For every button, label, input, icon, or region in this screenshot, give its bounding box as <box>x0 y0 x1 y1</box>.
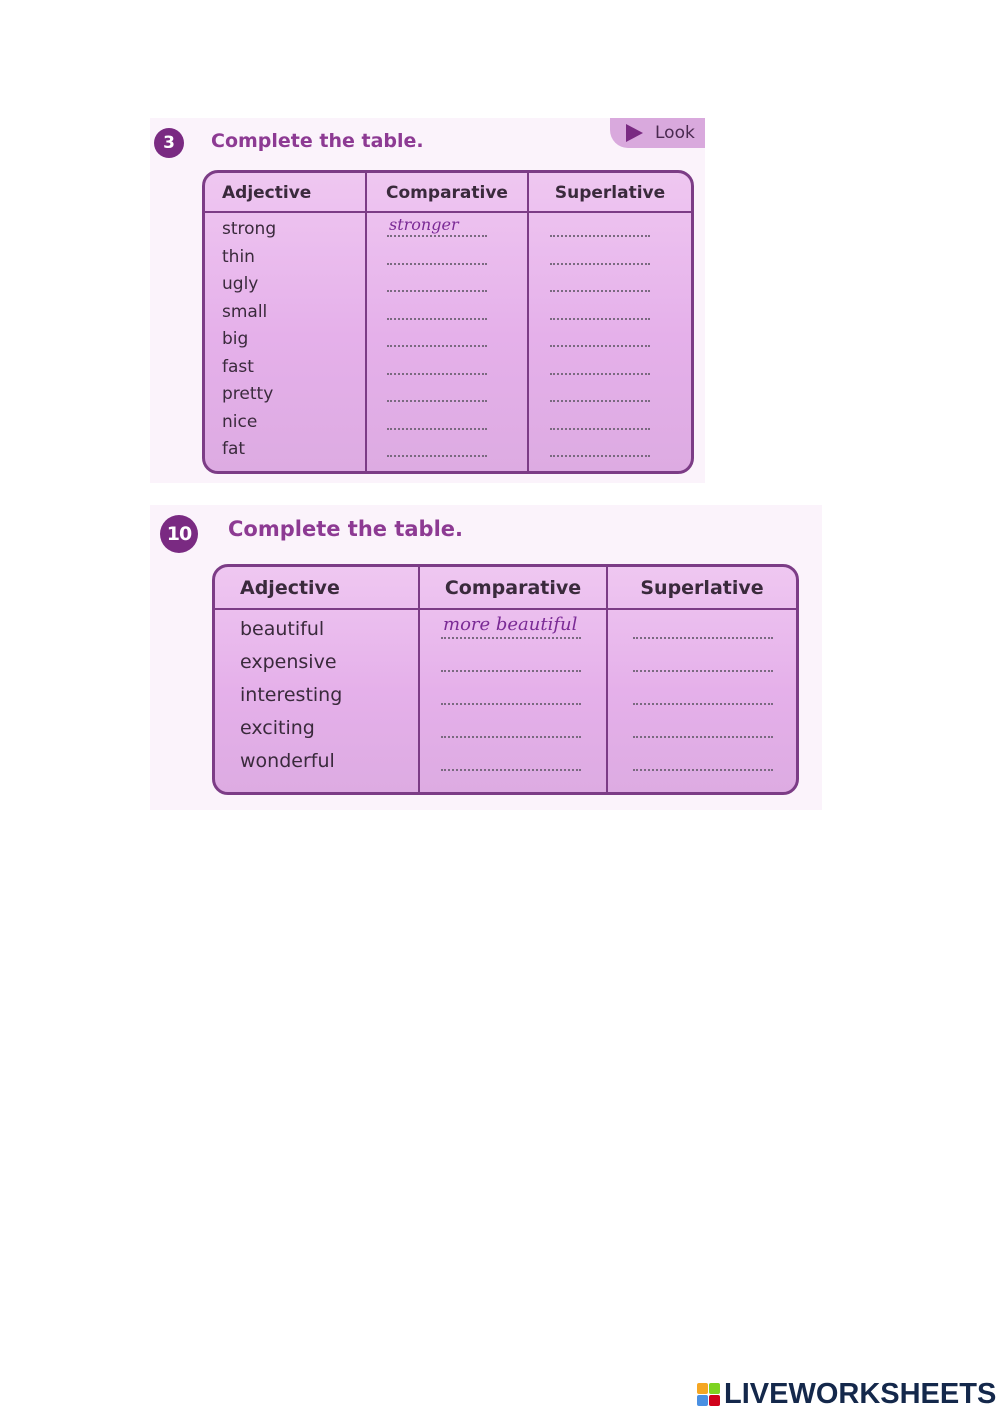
header-adjective: Adjective <box>222 183 312 203</box>
header-superlative: Superlative <box>554 183 666 203</box>
liveworksheets-logo-icon <box>697 1383 720 1406</box>
adjective-table <box>212 564 799 795</box>
comparative-answer: more beautiful <box>443 614 578 635</box>
exercise-title: Complete the table. <box>211 130 424 152</box>
exercise-10 <box>150 505 822 810</box>
look-tab-label: Look <box>655 123 695 143</box>
superlative-blank[interactable] <box>550 235 650 237</box>
comparative-blank[interactable] <box>387 263 487 265</box>
look-tab <box>610 118 705 148</box>
adjective-thin: thin <box>222 246 255 267</box>
comparative-blank[interactable] <box>387 235 487 237</box>
adjective-fat: fat <box>222 439 246 459</box>
liveworksheets-brand <box>697 1378 996 1411</box>
superlative-blank[interactable] <box>550 263 650 265</box>
superlative-blank[interactable] <box>633 637 773 639</box>
logo-square <box>709 1395 720 1406</box>
adjective-wonderful: wonderful <box>240 750 335 772</box>
brand-name: LIVEWORKSHEETS <box>724 1378 997 1410</box>
adjective-nice: nice <box>222 411 258 432</box>
superlative-blank[interactable] <box>550 428 650 430</box>
column-divider <box>527 173 529 471</box>
comparative-blank[interactable] <box>441 637 581 639</box>
comparative-blank[interactable] <box>441 703 581 705</box>
column-divider <box>365 173 367 471</box>
adjective-ugly: ugly <box>222 274 259 294</box>
superlative-blank[interactable] <box>633 736 773 738</box>
comparative-blank[interactable] <box>441 670 581 672</box>
comparative-blank[interactable] <box>387 428 487 430</box>
adjective-small: small <box>222 301 268 322</box>
adjective-expensive: expensive <box>240 651 337 673</box>
logo-square <box>697 1395 708 1406</box>
play-triangle-icon <box>626 124 643 142</box>
comparative-blank[interactable] <box>441 769 581 771</box>
adjective-strong: strong <box>222 219 277 239</box>
adjective-beautiful: beautiful <box>240 618 325 640</box>
comparative-blank[interactable] <box>387 373 487 375</box>
adjective-fast: fast <box>222 356 254 377</box>
comparative-blank[interactable] <box>441 736 581 738</box>
comparative-blank[interactable] <box>387 345 487 347</box>
comparative-blank[interactable] <box>387 400 487 402</box>
header-superlative: Superlative <box>640 577 764 599</box>
superlative-blank[interactable] <box>550 345 650 347</box>
adjective-table <box>202 170 694 474</box>
comparative-blank[interactable] <box>387 455 487 457</box>
superlative-blank[interactable] <box>550 290 650 292</box>
superlative-blank[interactable] <box>550 455 650 457</box>
superlative-blank[interactable] <box>550 318 650 320</box>
header-comparative: Comparative <box>444 577 582 599</box>
adjective-exciting: exciting <box>240 717 315 739</box>
exercise-number: 10 <box>160 515 198 553</box>
superlative-blank[interactable] <box>633 769 773 771</box>
superlative-blank[interactable] <box>633 703 773 705</box>
adjective-big: big <box>222 329 249 349</box>
superlative-blank[interactable] <box>550 400 650 402</box>
comparative-blank[interactable] <box>387 318 487 320</box>
superlative-blank[interactable] <box>550 373 650 375</box>
superlative-blank[interactable] <box>633 670 773 672</box>
logo-square <box>709 1383 720 1394</box>
header-comparative: Comparative <box>386 183 508 203</box>
exercise-number: 3 <box>154 128 184 158</box>
comparative-blank[interactable] <box>387 290 487 292</box>
exercise-3 <box>150 118 705 483</box>
header-adjective: Adjective <box>240 577 340 599</box>
adjective-pretty: pretty <box>222 384 274 404</box>
exercise-title: Complete the table. <box>228 517 463 541</box>
comparative-answer: stronger <box>389 215 459 234</box>
adjective-interesting: interesting <box>240 684 343 706</box>
logo-square <box>697 1383 708 1394</box>
